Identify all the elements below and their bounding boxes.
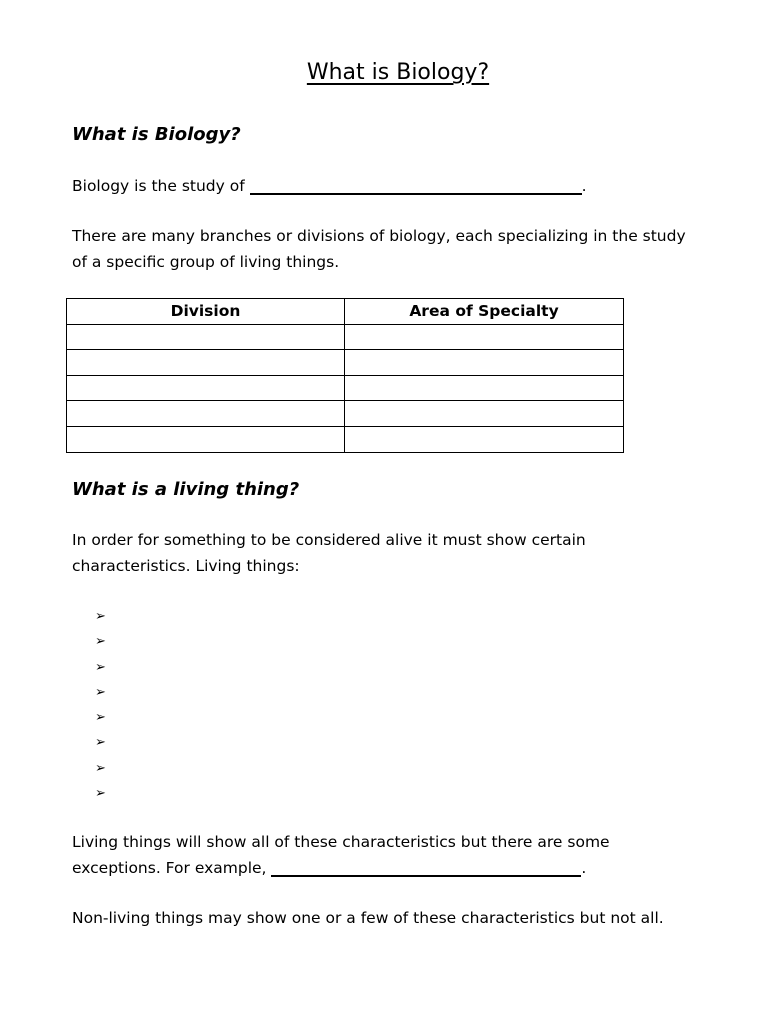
list-item <box>95 703 106 728</box>
branches-line-2: of a specific group of living things. <box>72 253 340 271</box>
table-cell-division[interactable] <box>67 350 345 376</box>
table-cell-specialty[interactable] <box>345 426 624 452</box>
study-suffix: . <box>581 177 587 195</box>
branches-line-1: There are many branches or divisions of biology, each specializing in the study <box>72 227 686 245</box>
table-cell-specialty[interactable] <box>345 401 624 427</box>
arrow-bullet-icon: ➢ <box>95 760 106 776</box>
table-row <box>67 350 624 376</box>
page-title: What is Biology? <box>306 60 490 85</box>
exceptions-paragraph <box>72 829 610 881</box>
table-row <box>67 426 624 452</box>
arrow-bullet-icon: ➢ <box>95 609 106 624</box>
list-item <box>95 728 106 753</box>
exceptions-line-1: Living things will show all of these characteristics but there are some <box>72 833 610 851</box>
table-cell-division[interactable] <box>67 401 345 427</box>
table-row <box>67 375 624 401</box>
arrow-bullet-icon: ➢ <box>95 735 106 751</box>
table-cell-division[interactable] <box>67 426 345 452</box>
table-cell-specialty[interactable] <box>345 324 624 350</box>
exceptions-suffix: . <box>581 859 587 877</box>
section-heading-biology: What is Biology? <box>72 124 241 145</box>
living-intro-line-2: characteristics. Living things: <box>72 557 300 575</box>
characteristics-list <box>95 602 106 804</box>
arrow-bullet-icon: ➢ <box>95 684 106 700</box>
table-row <box>67 324 624 350</box>
study-prefix: Biology is the study of <box>72 177 250 195</box>
exceptions-line-2 <box>72 855 610 881</box>
answer-blank-study[interactable] <box>250 191 582 195</box>
table-cell-division[interactable] <box>67 324 345 350</box>
list-item <box>95 602 106 627</box>
column-header-division: Division <box>67 299 345 325</box>
arrow-bullet-icon: ➢ <box>95 710 106 726</box>
table-header-row <box>67 299 624 325</box>
section-heading-living-thing: What is a living thing? <box>72 479 300 500</box>
list-item <box>95 678 106 703</box>
column-header-area-of-specialty: Area of Specialty <box>345 299 624 325</box>
table-cell-specialty[interactable] <box>345 375 624 401</box>
biology-study-sentence <box>72 173 587 199</box>
living-intro-paragraph <box>72 527 586 579</box>
division-table <box>66 298 624 453</box>
list-item <box>95 779 106 804</box>
nonliving-paragraph: Non-living things may show one or a few of these characteristics but not all. <box>72 909 664 927</box>
list-item <box>95 627 106 652</box>
table-cell-division[interactable] <box>67 375 345 401</box>
table-cell-specialty[interactable] <box>345 350 624 376</box>
list-item <box>95 653 106 678</box>
branches-paragraph <box>72 223 686 275</box>
table-row <box>67 401 624 427</box>
answer-blank-exception[interactable] <box>271 873 581 877</box>
arrow-bullet-icon: ➢ <box>95 634 106 650</box>
arrow-bullet-icon: ➢ <box>95 659 106 675</box>
arrow-bullet-icon: ➢ <box>95 786 106 802</box>
list-item <box>95 754 106 779</box>
exceptions-prefix: exceptions. For example, <box>72 859 272 877</box>
living-intro-line-1: In order for something to be considered alive it must show certain <box>72 531 586 549</box>
